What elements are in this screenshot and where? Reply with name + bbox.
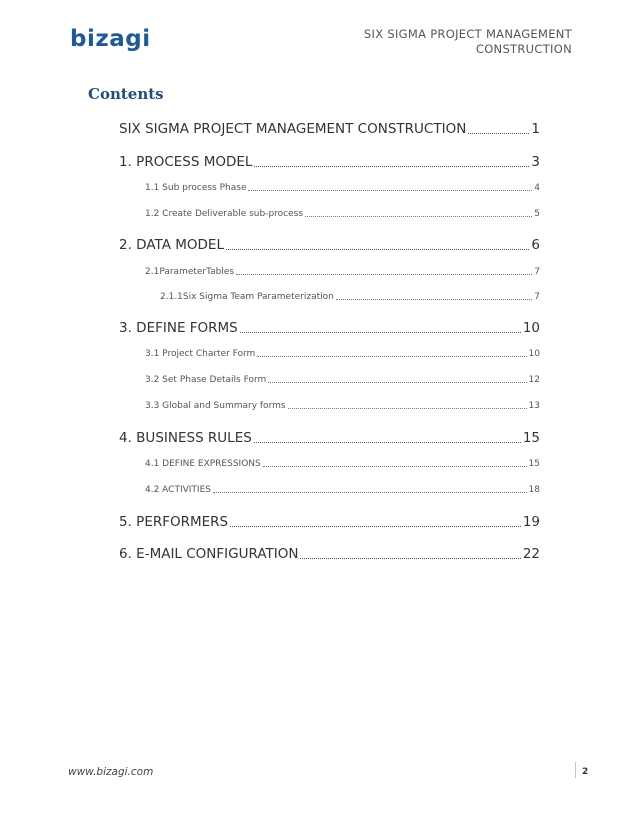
document-header-title (312, 27, 572, 57)
toc-entry-set-phase-details-form[interactable] (145, 375, 540, 385)
toc-leader (254, 166, 529, 167)
toc-label: 1. PROCESS MODEL (119, 154, 253, 170)
toc-page-number: 4 (534, 183, 540, 193)
toc-label: 4. BUSINESS RULES (119, 430, 252, 446)
toc-label: 1.2 Create Deliverable sub-process (145, 209, 304, 219)
toc-leader (268, 382, 526, 383)
toc-entry-global-summary-forms[interactable] (145, 401, 540, 411)
contents-heading: Contents (88, 85, 164, 103)
toc-page-number: 15 (528, 459, 540, 469)
toc-leader (300, 558, 520, 559)
toc-leader (226, 249, 529, 250)
toc-entry-activities[interactable] (145, 485, 540, 495)
footer-website-link[interactable]: www.bizagi.com (68, 766, 154, 778)
toc-entry-process-model[interactable] (119, 154, 540, 170)
toc-page-number: 10 (522, 320, 540, 336)
toc-entry-parameter-tables[interactable] (145, 267, 540, 277)
toc-label: 1.1 Sub process Phase (145, 183, 247, 193)
toc-entry-document-title[interactable] (119, 121, 540, 137)
toc-page-number: 22 (522, 546, 540, 562)
toc-label: 4.1 DEFINE EXPRESSIONS (145, 459, 261, 469)
toc-entry-performers[interactable] (119, 514, 540, 530)
header-title-line2: CONSTRUCTION (475, 42, 572, 56)
toc-leader (236, 274, 532, 275)
toc-page-number: 1 (531, 121, 540, 137)
toc-leader (336, 299, 532, 300)
toc-label: 5. PERFORMERS (119, 514, 229, 530)
footer-page-number: 2 (582, 767, 589, 777)
bizagi-logo: bizagi (70, 26, 151, 52)
toc-leader (254, 442, 521, 443)
toc-leader (240, 332, 521, 333)
footer-divider (575, 762, 576, 778)
toc-entry-data-model[interactable] (119, 237, 540, 253)
toc-entry-project-charter-form[interactable] (145, 349, 540, 359)
toc-page-number: 12 (528, 375, 540, 385)
toc-label: 3.2 Set Phase Details Form (145, 375, 267, 385)
toc-leader (305, 216, 532, 217)
toc-label: 2.1.1Six Sigma Team Parameterization (160, 292, 334, 302)
toc-leader (230, 526, 521, 527)
toc-label: 3. DEFINE FORMS (119, 320, 238, 336)
toc-page-number: 10 (528, 349, 540, 359)
toc-label: 2. DATA MODEL (119, 237, 224, 253)
toc-page-number: 15 (522, 430, 540, 446)
toc-entry-email-configuration[interactable] (119, 546, 540, 562)
toc-label: 2.1ParameterTables (145, 267, 235, 277)
toc-leader (213, 492, 527, 493)
toc-leader (468, 133, 529, 134)
header-title-line1: SIX SIGMA PROJECT MANAGEMENT (363, 27, 572, 41)
toc-leader (257, 356, 526, 357)
toc-page-number: 3 (531, 154, 540, 170)
toc-page-number: 7 (534, 292, 540, 302)
toc-entry-create-deliverable[interactable] (145, 209, 540, 219)
toc-leader (263, 466, 527, 467)
toc-label: 3.1 Project Charter Form (145, 349, 256, 359)
toc-leader (288, 408, 527, 409)
toc-page-number: 13 (528, 401, 540, 411)
toc-entry-sub-process-phase[interactable] (145, 183, 540, 193)
toc-leader (248, 190, 532, 191)
toc-entry-define-expressions[interactable] (145, 459, 540, 469)
toc-page-number: 6 (531, 237, 540, 253)
toc-entry-define-forms[interactable] (119, 320, 540, 336)
toc-page-number: 19 (522, 514, 540, 530)
toc-entry-business-rules[interactable] (119, 430, 540, 446)
toc-entry-team-parameterization[interactable] (160, 292, 540, 302)
toc-label: 6. E-MAIL CONFIGURATION (119, 546, 299, 562)
toc-page-number: 7 (534, 267, 540, 277)
toc-label: SIX SIGMA PROJECT MANAGEMENT CONSTRUCTION (119, 121, 467, 137)
toc-page-number: 5 (534, 209, 540, 219)
toc-label: 4.2 ACTIVITIES (145, 485, 211, 495)
toc-page-number: 18 (528, 485, 540, 495)
toc-label: 3.3 Global and Summary forms (145, 401, 286, 411)
